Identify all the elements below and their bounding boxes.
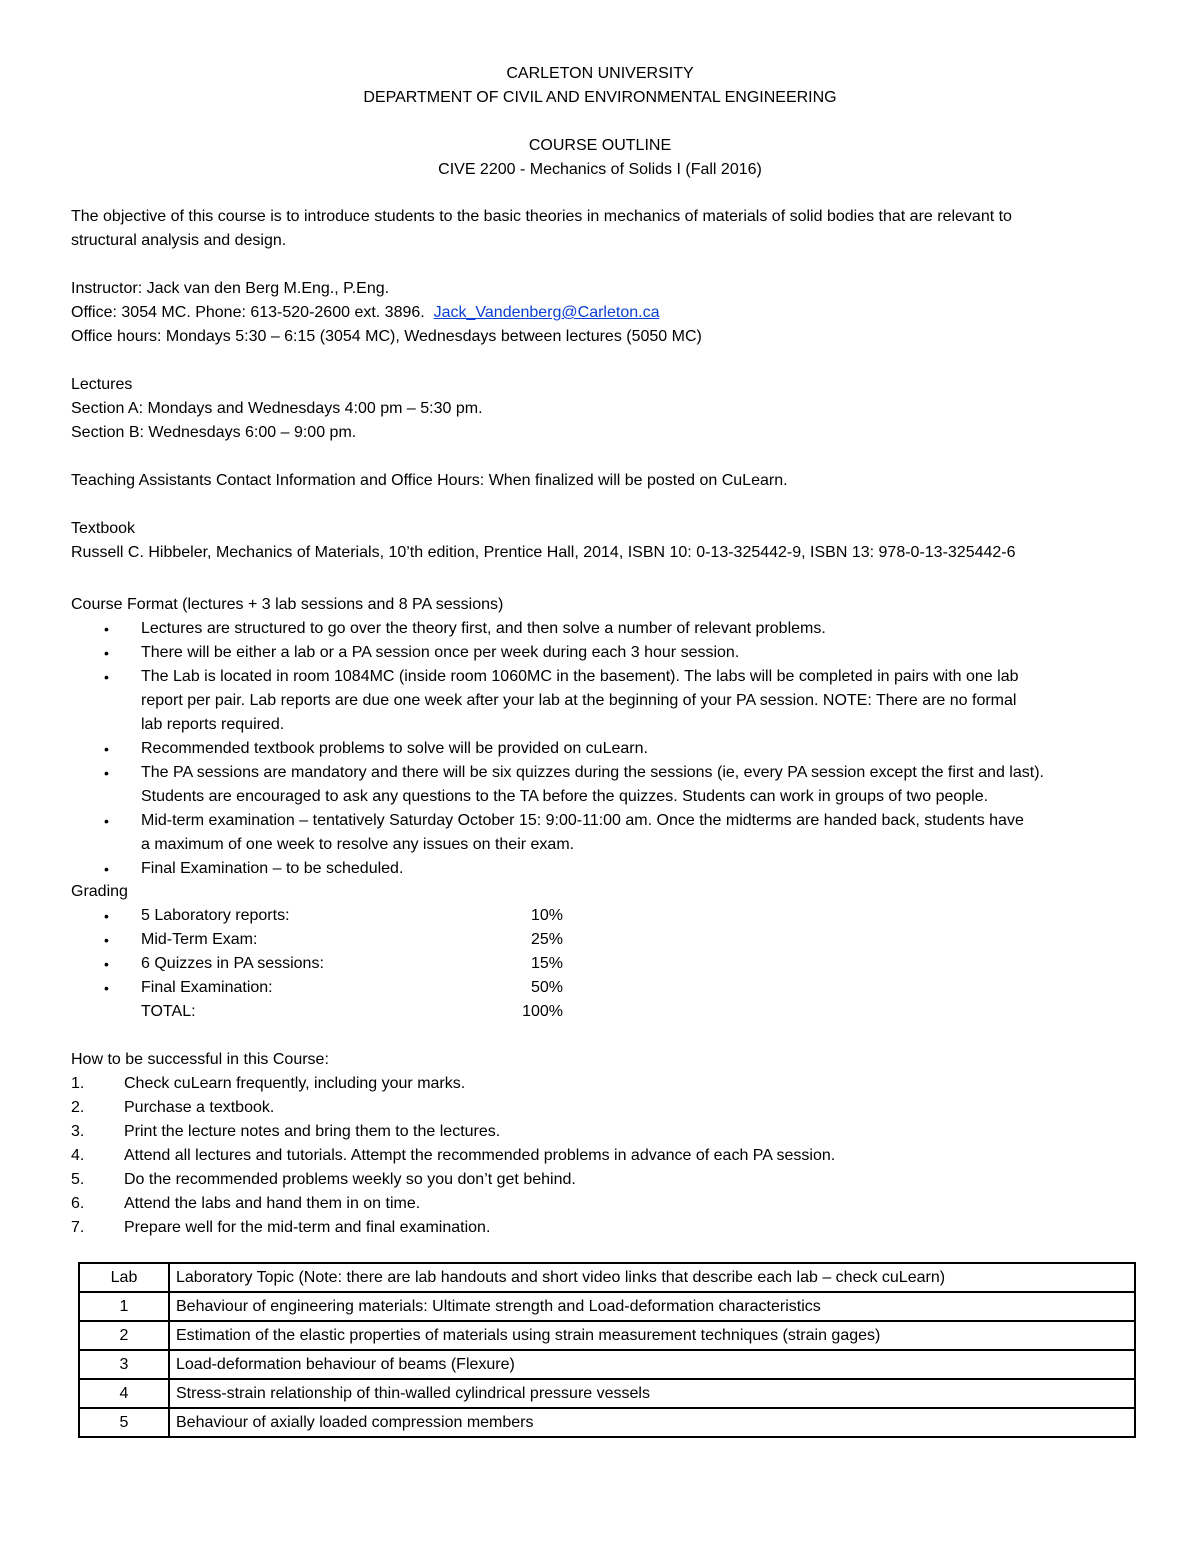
success-item: Do the recommended problems weekly so you don’t get behind.: [124, 1171, 576, 1188]
success-number: 7.: [71, 1219, 85, 1236]
bullet-marker: •: [104, 621, 109, 637]
lectures-heading: Lectures: [71, 376, 133, 393]
grading-item-value: 15%: [530, 955, 563, 972]
textbook-citation: Russell C. Hibbeler, Mechanics of Materials, 10’th edition, Prentice Hall, 2014, ISBN 10: 0-13-325442-9, ISBN 13: 978-0-13-325442-6: [71, 544, 1016, 561]
success-number: 3.: [71, 1123, 85, 1140]
grading-item-value: 50%: [530, 979, 563, 996]
format-bullet-midterm-line-2: a maximum of one week to resolve any issues on their exam.: [141, 836, 575, 853]
format-bullet-lectures: Lectures are structured to go over the theory first, and then solve a number of relevant problems.: [141, 620, 826, 637]
format-bullet-lab-line-3: lab reports required.: [141, 716, 285, 733]
instructor-name: Instructor: Jack van den Berg M.Eng., P.Eng.: [71, 280, 390, 297]
bullet-marker: •: [104, 861, 109, 877]
success-item: Prepare well for the mid-term and final examination.: [124, 1219, 491, 1236]
lecture-section-a: Section A: Mondays and Wednesdays 4:00 pm – 5:30 pm.: [71, 400, 483, 417]
success-item: Attend all lectures and tutorials. Attempt the recommended problems in advance of each PA session.: [124, 1147, 836, 1164]
success-item: Print the lecture notes and bring them to the lectures.: [124, 1123, 501, 1140]
lab-number: 4: [79, 1379, 169, 1408]
format-bullet-pa-line-1: The PA sessions are mandatory and there will be six quizzes during the sessions (ie, every PA session except the first and last).: [141, 764, 1044, 781]
success-item: Check cuLearn frequently, including your marks.: [124, 1075, 466, 1092]
grading-heading: Grading: [71, 883, 128, 900]
format-bullet-textbook-problems: Recommended textbook problems to solve will be provided on cuLearn.: [141, 740, 648, 757]
format-bullet-midterm-line-1: Mid-term examination – tentatively Saturday October 15: 9:00-11:00 am. Once the midterms are handed back, students have: [141, 812, 1024, 829]
bullet-marker: •: [104, 956, 109, 972]
grading-item-label: 5 Laboratory reports:: [141, 907, 290, 924]
grading-item-label: 6 Quizzes in PA sessions:: [141, 955, 324, 972]
office-phone-text: Office: 3054 MC. Phone: 613-520-2600 ext. 3896.: [71, 304, 425, 321]
grading-total-label: TOTAL:: [141, 1003, 196, 1020]
textbook-heading: Textbook: [71, 520, 136, 537]
success-number: 1.: [71, 1075, 85, 1092]
course-format-heading: Course Format (lectures + 3 lab sessions and 8 PA sessions): [71, 596, 504, 613]
instructor-email-link[interactable]: Jack_Vandenberg@Carleton.ca: [433, 304, 660, 321]
table-row: [79, 1292, 1135, 1321]
labs-table-header-row: [79, 1263, 1135, 1292]
ta-info: Teaching Assistants Contact Information and Office Hours: When finalized will be posted on CuLearn.: [71, 472, 788, 489]
table-row: [79, 1408, 1135, 1437]
lab-topic: Behaviour of axially loaded compression members: [169, 1408, 1135, 1437]
bullet-marker: •: [104, 741, 109, 757]
success-number: 2.: [71, 1099, 85, 1116]
department-name: DEPARTMENT OF CIVIL AND ENVIRONMENTAL ENGINEERING: [363, 89, 837, 106]
format-bullet-sessions: There will be either a lab or a PA session once per week during each 3 hour session.: [141, 644, 740, 661]
success-number: 5.: [71, 1171, 85, 1188]
grading-item-label: Final Examination:: [141, 979, 273, 996]
grading-item-label: Mid-Term Exam:: [141, 931, 258, 948]
bullet-marker: •: [104, 765, 109, 781]
bullet-marker: •: [104, 980, 109, 996]
labs-header-lab: Lab: [79, 1263, 169, 1292]
university-name: CARLETON UNIVERSITY: [506, 65, 694, 82]
success-item: Purchase a textbook.: [124, 1099, 275, 1116]
bullet-marker: •: [104, 669, 109, 685]
course-title: CIVE 2200 - Mechanics of Solids I (Fall 2016): [438, 161, 762, 178]
grading-total-value: 100%: [522, 1003, 563, 1020]
success-number: 4.: [71, 1147, 85, 1164]
format-bullet-pa-line-2: Students are encouraged to ask any questions to the TA before the quizzes. Students can work in groups of two people.: [141, 788, 989, 805]
table-row: [79, 1379, 1135, 1408]
bullet-marker: •: [104, 932, 109, 948]
bullet-marker: •: [104, 645, 109, 661]
labs-header-topic: Laboratory Topic (Note: there are lab handouts and short video links that describe each lab – check cuLearn): [169, 1263, 1135, 1292]
lab-topic: Estimation of the elastic properties of materials using strain measurement techniques (strain gages): [169, 1321, 1135, 1350]
grading-item-value: 25%: [530, 931, 563, 948]
lab-number: 2: [79, 1321, 169, 1350]
document-title: COURSE OUTLINE: [528, 137, 672, 154]
table-row: [79, 1350, 1135, 1379]
table-row: [79, 1321, 1135, 1350]
success-heading: How to be successful in this Course:: [71, 1051, 329, 1068]
grading-item-value: 10%: [530, 907, 563, 924]
lab-topic: Load-deformation behaviour of beams (Flexure): [169, 1350, 1135, 1379]
office-hours: Office hours: Mondays 5:30 – 6:15 (3054 MC), Wednesdays between lectures (5050 MC): [71, 328, 702, 345]
success-number: 6.: [71, 1195, 85, 1212]
format-bullet-lab-line-2: report per pair. Lab reports are due one week after your lab at the beginning of your PA session. NOTE: There are no formal: [141, 692, 1017, 709]
format-bullet-lab-line-1: The Lab is located in room 1084MC (inside room 1060MC in the basement). The labs will be completed in pairs with one lab: [141, 668, 1019, 685]
lab-number: 5: [79, 1408, 169, 1437]
format-bullet-final: Final Examination – to be scheduled.: [141, 860, 404, 877]
labs-table: [78, 1262, 1136, 1438]
lab-topic: Stress-strain relationship of thin-walled cylindrical pressure vessels: [169, 1379, 1135, 1408]
lecture-section-b: Section B: Wednesdays 6:00 – 9:00 pm.: [71, 424, 357, 441]
objective-text-line-2: structural analysis and design.: [71, 232, 287, 249]
success-item: Attend the labs and hand them in on time.: [124, 1195, 421, 1212]
lab-topic: Behaviour of engineering materials: Ultimate strength and Load-deformation characteristics: [169, 1292, 1135, 1321]
bullet-marker: •: [104, 908, 109, 924]
lab-number: 3: [79, 1350, 169, 1379]
lab-number: 1: [79, 1292, 169, 1321]
bullet-marker: •: [104, 813, 109, 829]
instructor-office: [71, 301, 659, 325]
objective-text-line-1: The objective of this course is to introduce students to the basic theories in mechanics of materials of solid bodies that are relevant to: [71, 208, 1012, 225]
